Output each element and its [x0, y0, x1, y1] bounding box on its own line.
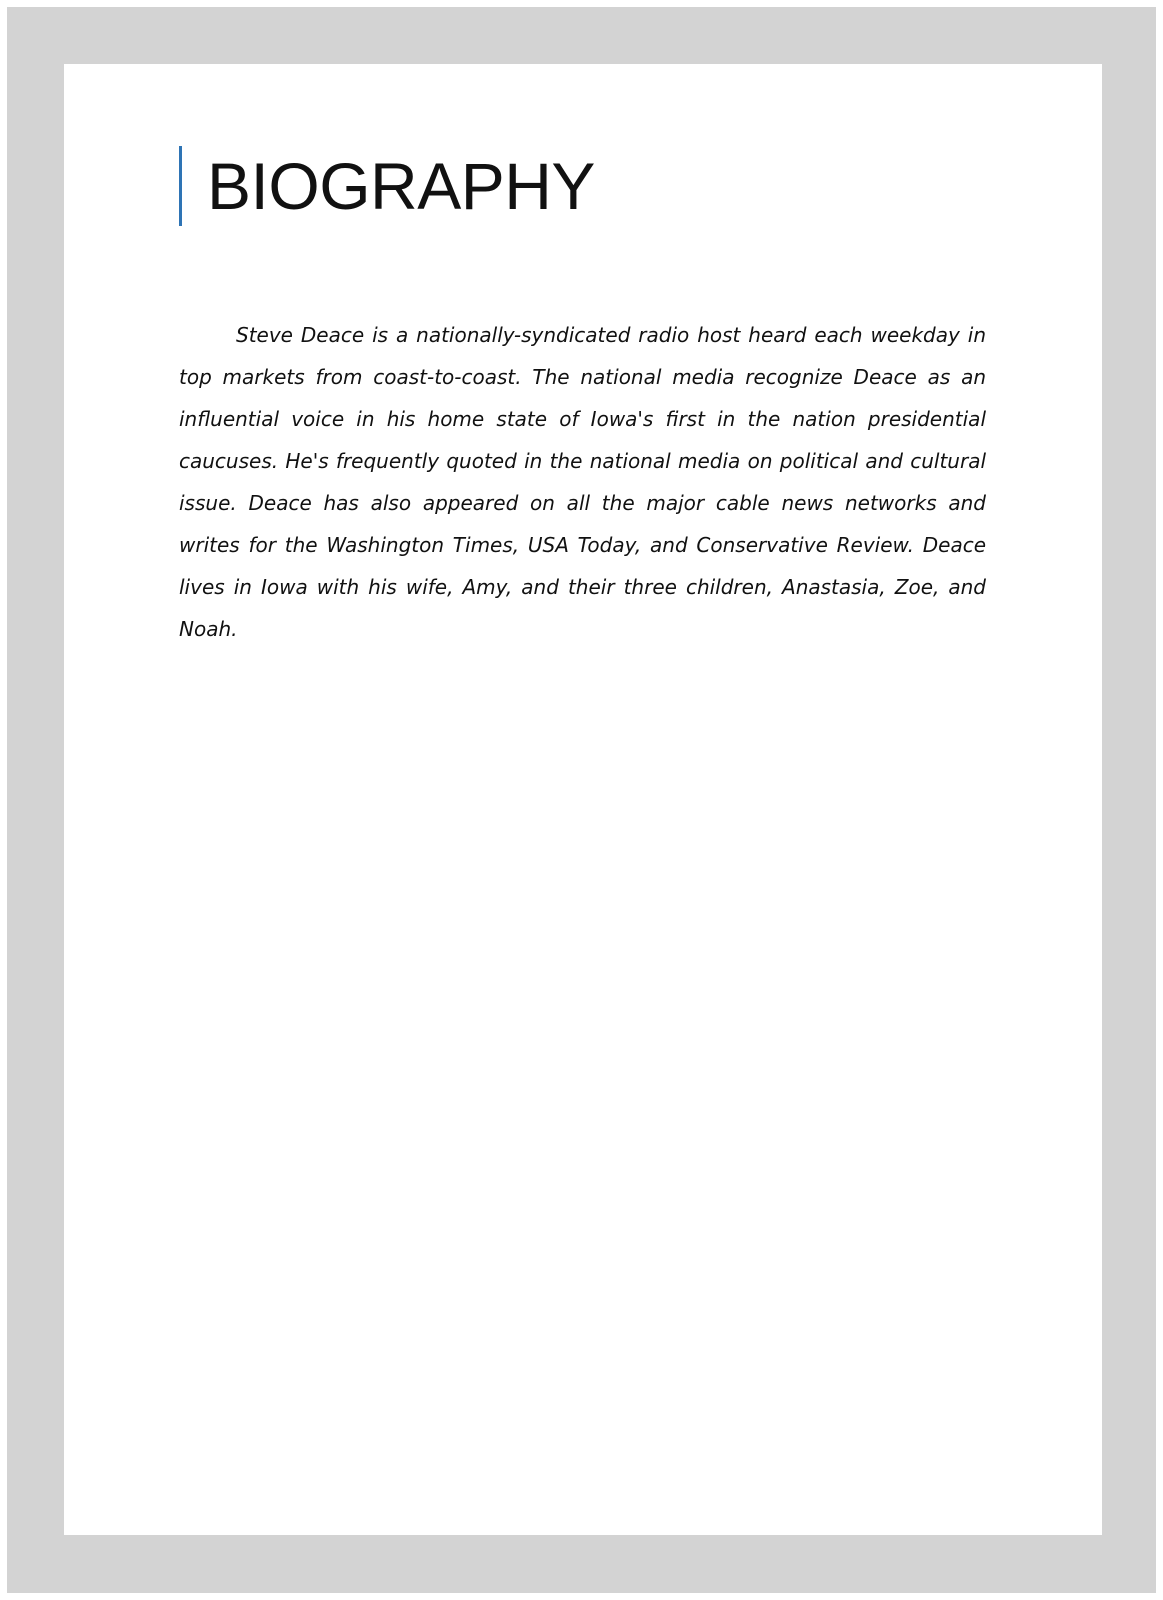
- title-accent-bar: [179, 146, 182, 226]
- document-page: [64, 64, 1102, 1535]
- page-title: BIOGRAPHY: [207, 149, 595, 223]
- viewer-frame: [7, 7, 1156, 1593]
- biography-paragraph: Steve Deace is a nationally-syndicated radio host heard each weekday in top markets from coast-to-coast. The national media recognize Deace as an influential voice in his home state of Iowa's first in the nation presidential caucuses. He's frequently quoted in the national media on political and cultural issue. Deace has also appeared on all the major cable news networks and writes for the Washington Times, USA Today, and Conservative Review. Deace lives in Iowa with his wife, Amy, and their three children, Anastasia, Zoe, and Noah.: [179, 323, 986, 641]
